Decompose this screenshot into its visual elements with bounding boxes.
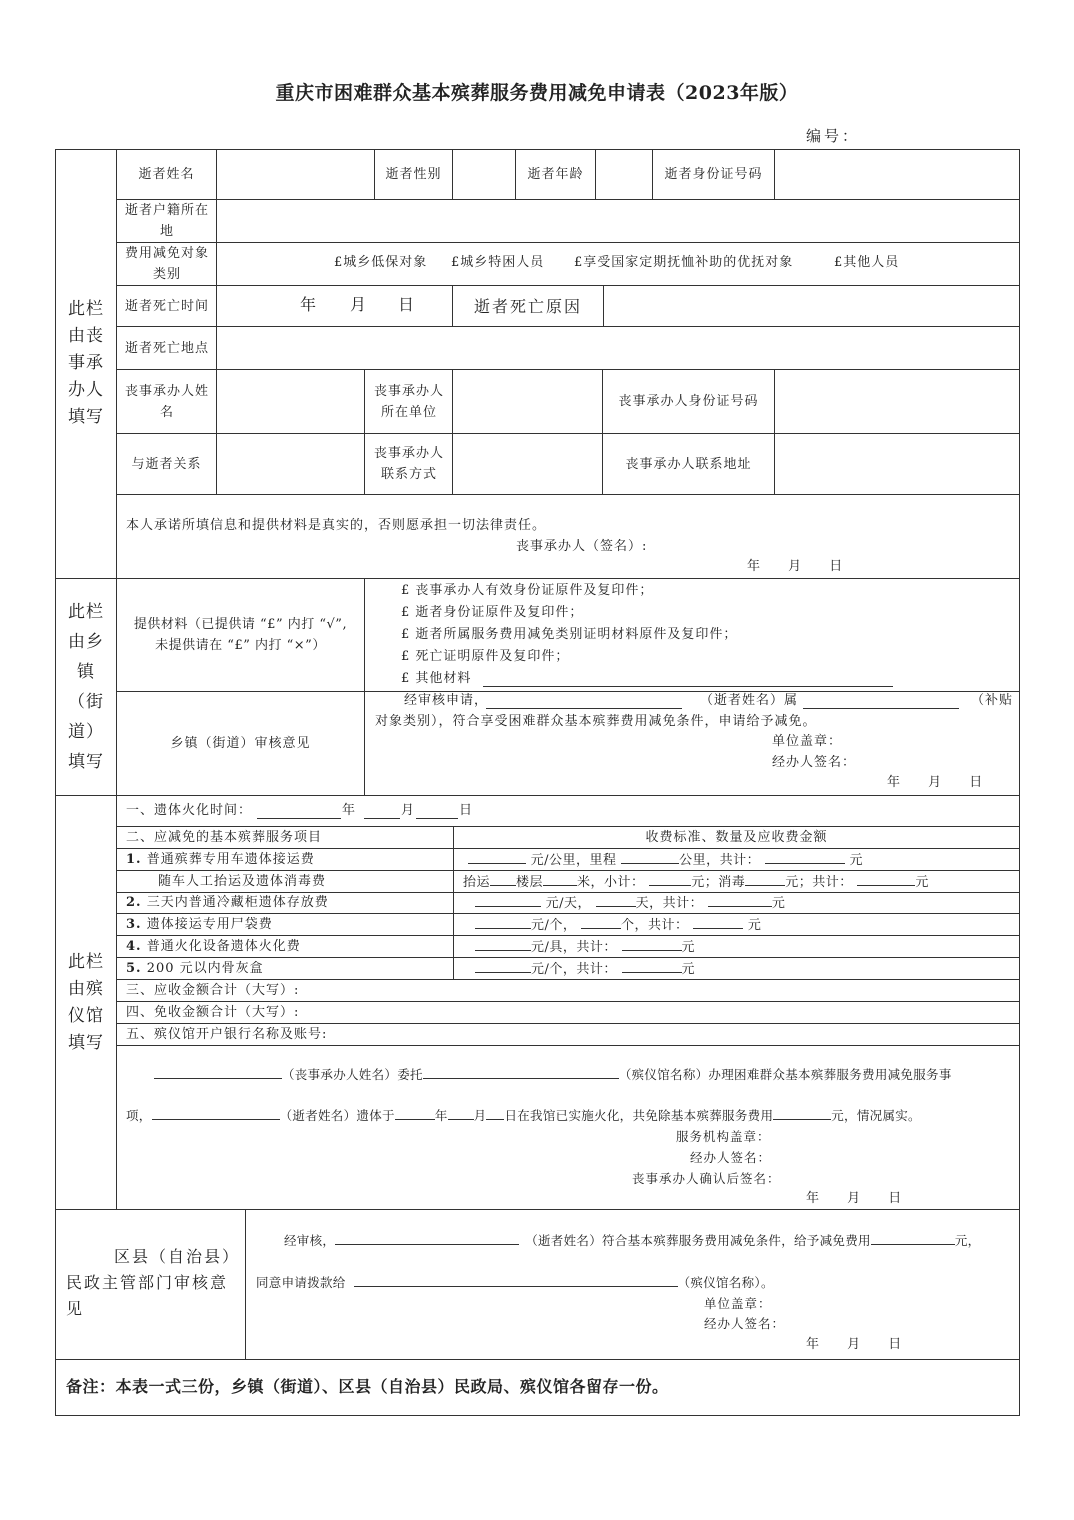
death-time-label: 逝者死亡时间	[124, 298, 209, 314]
fee-2-rate-blank[interactable]	[475, 892, 541, 907]
section4-unit-seal: 单位盖章：	[704, 1296, 772, 1311]
death-day[interactable]: 日	[398, 295, 419, 314]
category-option-others[interactable]: £其他人员	[834, 255, 900, 270]
deceased-age-label: 逝者年龄	[527, 167, 584, 182]
relation-field[interactable]	[217, 434, 364, 494]
death-month[interactable]: 月	[350, 295, 371, 314]
fee-1b-floor-blank[interactable]	[543, 871, 577, 886]
cremation-month-label: 月	[401, 803, 416, 818]
fee-1-km-blank[interactable]	[621, 849, 679, 864]
bank-account-label: 五、殡仪馆开户银行名称及账号:	[126, 1027, 328, 1042]
fee-3-total-blank[interactable]	[693, 914, 743, 929]
fee-row-4: 元/具，共计： 元	[475, 936, 695, 958]
entrust-deceased-name-blank[interactable]	[152, 1105, 280, 1120]
relation-label: 与逝者关系	[131, 456, 202, 472]
cremation-day-label: 日	[459, 803, 474, 818]
fee-3-rate-blank[interactable]	[475, 914, 531, 929]
agent-confirm-sign[interactable]: 丧事承办人确认后签名：	[632, 1171, 781, 1186]
death-place-label: 逝者死亡地点	[124, 340, 209, 356]
agent-signature-label[interactable]: 丧事承办人（签名）:	[516, 539, 648, 554]
entrust-month-blank[interactable]	[448, 1105, 474, 1120]
fee-1b-disinfect-blank[interactable]	[745, 871, 785, 886]
fee-3-count-blank[interactable]	[581, 914, 621, 929]
footnote: 备注：本表一式三份，乡镇（街道）、区县（自治县）民政局、殡仪馆各留存一份。	[66, 1377, 669, 1396]
death-place-field[interactable]	[217, 327, 1019, 369]
death-year[interactable]: 年	[300, 295, 321, 314]
cremation-year-label: 年	[342, 803, 357, 818]
section4-deceased-name-blank[interactable]	[335, 1230, 519, 1245]
deceased-age-field[interactable]	[596, 150, 652, 199]
entrust-amount-blank[interactable]	[773, 1105, 831, 1120]
cremation-time-label: 一、遗体火化时间：	[126, 803, 253, 818]
household-location-field[interactable]	[217, 200, 1019, 242]
section4-handler-sign[interactable]: 经办人签名：	[704, 1316, 786, 1331]
pledge-text: 本人承诺所填信息和提供材料是真实的，否则愿承担一切法律责任。	[126, 518, 547, 533]
agent-name-label: 丧事承办人姓名	[124, 383, 209, 420]
deceased-name-field[interactable]	[217, 150, 374, 199]
agent-contact-field[interactable]	[453, 434, 602, 494]
section3-sign-date: 年 月 日	[806, 1191, 903, 1206]
cremation-month-blank[interactable]	[364, 804, 400, 819]
item-row-2: 2. 三天内普通冷藏柜遗体存放费	[126, 895, 329, 910]
total-due-label: 三、应收金额合计（大写）:	[126, 983, 300, 998]
item-row-1b: 随车人工抬运及遗体消毒费	[158, 874, 327, 889]
agent-id-field[interactable]	[775, 370, 1019, 433]
section4-line-2: 同意申请拨款给 （殡仪馆名称）。	[256, 1272, 774, 1293]
fees-header: 收费标准、数量及应收费金额	[645, 830, 828, 845]
category-option-extreme-poverty[interactable]: £城乡特困人员	[451, 255, 545, 270]
agent-contact-label: 丧事承办人联系方式	[373, 446, 444, 482]
other-material-blank[interactable]	[483, 672, 893, 687]
audit-text-3: （补贴	[971, 693, 1014, 708]
section2-handler-sign[interactable]: 经办人签名：	[772, 755, 857, 770]
section2-unit-seal: 单位盖章：	[772, 734, 843, 749]
death-cause-label: 逝者死亡原因	[473, 296, 582, 316]
item-row-5: 5. 200 元以内骨灰盒	[126, 961, 264, 976]
deceased-gender-label: 逝者性别	[385, 167, 442, 182]
materials-label: 提供材料（已提供请 “£” 内打 “√”, 未提供请在 “£” 内打 “×”）	[133, 617, 348, 653]
fee-2-total-blank[interactable]	[708, 892, 772, 907]
section2-side-label: 此栏由乡镇（街道）填写	[68, 602, 104, 772]
fee-2-days-blank[interactable]	[596, 892, 636, 907]
item-row-3: 3. 遗体接运专用尸袋费	[126, 917, 273, 932]
audit-category-blank[interactable]	[803, 694, 959, 709]
org-seal-label: 服务机构盖章：	[676, 1129, 771, 1144]
agent-name-field[interactable]	[217, 370, 364, 433]
entrust-line-1: （丧事承办人姓名）委托 （殡仪馆名称）办理困难群众基本殡葬服务费用减免服务事	[154, 1064, 952, 1085]
material-agent-id[interactable]: £ 丧事承办人有效身份证原件及复印件；	[401, 583, 654, 598]
exemption-category-label: 费用减免对象类别	[124, 246, 209, 282]
agent-address-field[interactable]	[775, 434, 1019, 494]
item-row-4: 4. 普通火化设备遗体火化费	[126, 939, 301, 954]
section4-line-1: 经审核， （逝者姓名）符合基本殡葬服务费用减免条件，给予减免费用 元，	[284, 1230, 980, 1251]
category-option-low-income[interactable]: £城乡低保对象	[334, 255, 428, 270]
section4-funeral-home-blank[interactable]	[354, 1272, 678, 1287]
agent-address-label: 丧事承办人联系地址	[625, 456, 752, 472]
page-title: 重庆市困难群众基本殡葬服务费用减免申请表（2023年版）	[275, 82, 799, 104]
deceased-id-label: 逝者身份证号码	[664, 167, 763, 182]
section4-amount-blank[interactable]	[871, 1230, 955, 1245]
material-other[interactable]: £ 其他材料	[401, 671, 472, 686]
fee-1-total-blank[interactable]	[765, 849, 845, 864]
items-header: 二、应减免的基本殡葬服务项目	[126, 830, 323, 845]
cremation-day-blank[interactable]	[416, 804, 458, 819]
item-row-1: 1. 普通殡葬专用车遗体接运费	[126, 852, 315, 867]
fee-1-rate-blank[interactable]	[468, 849, 526, 864]
household-location-label: 逝者户籍所在地	[124, 203, 209, 239]
total-exempt-label: 四、免收金额合计（大写）:	[126, 1005, 300, 1020]
deceased-id-field[interactable]	[775, 150, 1019, 199]
entrust-line-2: 项， （逝者姓名）遗体于 年 月 日在我馆已实施火化，共免除基本殡葬服务费用 元，情况属实。	[126, 1105, 921, 1126]
section3-handler-sign[interactable]: 经办人签名：	[690, 1150, 772, 1165]
fee-4-total-blank[interactable]	[622, 936, 682, 951]
fee-row-5: 元/个，共计： 元	[475, 958, 695, 980]
fee-1b-total-blank[interactable]	[857, 871, 915, 886]
section4-side-label: 区县（自治县） 民政主管部门审核意见	[66, 1247, 240, 1318]
section4-sign-date: 年 月 日	[806, 1337, 903, 1352]
fee-row-2: 元/天， 天，共计： 元	[475, 892, 785, 914]
audit-text-1: 经审核申请，	[404, 693, 489, 708]
fee-5-total-blank[interactable]	[622, 958, 682, 973]
fee-4-rate-blank[interactable]	[475, 936, 531, 951]
entrust-funeral-home-blank[interactable]	[423, 1064, 619, 1079]
entrust-day-blank[interactable]	[486, 1105, 504, 1120]
fee-row-1b: 抬运 楼层 米，小计： 元；消毒 元；共计： 元	[463, 871, 929, 893]
deceased-gender-field[interactable]	[453, 150, 515, 199]
section1-side-label: 此栏由丧事承办人填写	[68, 299, 104, 427]
agent-id-label: 丧事承办人身份证号码	[618, 394, 759, 409]
death-cause-field[interactable]	[604, 286, 1019, 326]
fee-1b-subtotal-blank[interactable]	[649, 871, 691, 886]
fee-5-rate-blank[interactable]	[475, 958, 531, 973]
audit-text-2: （逝者姓名）属	[700, 693, 799, 708]
deceased-name-label: 逝者姓名	[138, 167, 195, 182]
material-death-certificate[interactable]: £ 死亡证明原件及复印件；	[401, 649, 570, 664]
entrust-agent-name-blank[interactable]	[154, 1064, 282, 1079]
entrust-year-blank[interactable]	[395, 1105, 435, 1120]
serial-number-label: 编号：	[806, 127, 861, 145]
section1-sign-date: 年 月 日	[747, 559, 844, 574]
audit-deceased-name-blank[interactable]	[486, 694, 682, 709]
cremation-year-blank[interactable]	[257, 804, 341, 819]
fee-row-1: 元/公里，里程 公里，共计： 元	[468, 849, 863, 871]
material-deceased-id[interactable]: £ 逝者身份证原件及复印件；	[401, 605, 584, 620]
audit-label: 乡镇（街道）审核意见	[170, 736, 311, 751]
audit-text-4: 对象类别），符合享受困难群众基本殡葬费用减免条件，申请给予减免。	[375, 714, 817, 729]
agent-unit-field[interactable]	[453, 370, 602, 433]
fee-row-3: 元/个， 个，共计： 元	[475, 914, 761, 936]
section2-sign-date: 年 月 日	[887, 775, 984, 790]
fee-1b-carry-blank[interactable]	[490, 871, 516, 886]
agent-unit-label: 丧事承办人所在单位	[373, 383, 444, 420]
category-option-special-care[interactable]: £享受国家定期抚恤补助的优抚对象	[574, 255, 794, 270]
section3-side-label: 此栏由殡仪馆填写	[68, 951, 104, 1053]
material-category-proof[interactable]: £ 逝者所属服务费用减免类别证明材料原件及复印件；	[401, 627, 738, 642]
